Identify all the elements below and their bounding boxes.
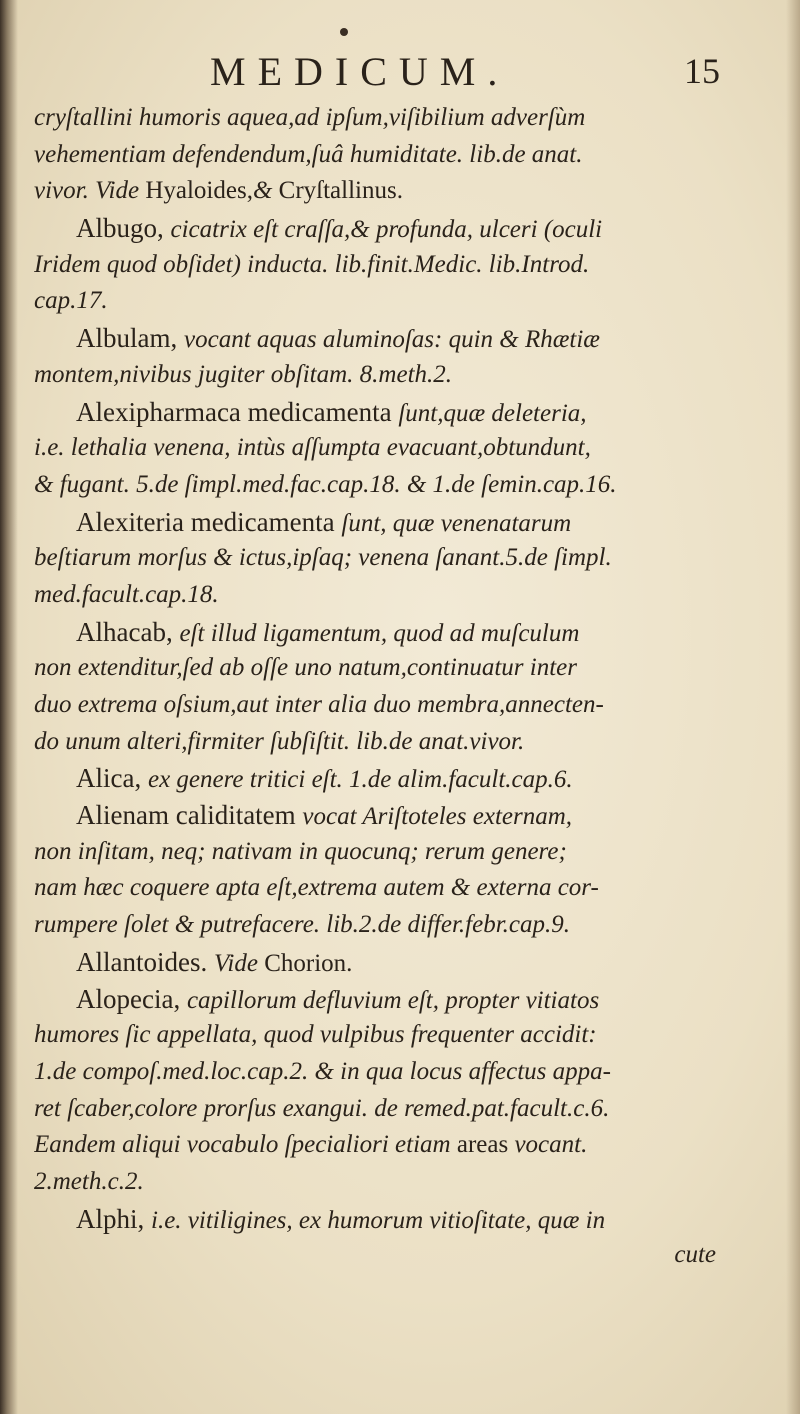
page-number: 15 xyxy=(684,51,720,91)
text-run: cute xyxy=(674,1241,716,1269)
text-line xyxy=(34,1164,716,1201)
text-line xyxy=(34,944,716,981)
text-run: & fugant. 5.de ſimpl.med.fac.cap.18. & 1.de ſemin.cap.16. xyxy=(34,470,617,498)
text-line xyxy=(34,687,716,724)
text-run: i.e. vitiligines, ex humorum vitioſitate, quæ in xyxy=(151,1206,606,1234)
text-line xyxy=(34,760,716,797)
text-line xyxy=(34,1201,716,1238)
text-run: i.e. lethalia venena, intùs aſſumpta evacuant,obtundunt, xyxy=(34,434,591,462)
text-run: Chorion. xyxy=(264,949,353,977)
text-line xyxy=(34,870,716,907)
text-body xyxy=(34,100,716,1274)
text-run: vocant aquas aluminoſas: quin & Rhætiæ xyxy=(184,326,600,354)
text-line xyxy=(34,247,716,284)
text-line xyxy=(34,1127,716,1164)
book-spine-shadow xyxy=(0,0,18,1414)
text-run: cap.17. xyxy=(34,287,108,315)
entry-lemma: Alphi, xyxy=(76,1203,152,1234)
text-run: vocat Ariſtoteles externam, xyxy=(302,803,573,831)
text-run: Vide xyxy=(95,177,146,205)
text-run: Eandem aliqui vocabulo ſpecialiori etiam xyxy=(34,1131,457,1159)
ink-spot xyxy=(340,28,348,36)
text-run: Vide xyxy=(213,949,265,977)
text-line xyxy=(34,430,716,467)
text-run: cryſtallini humoris aquea,ad ipſum,viſibilium adverſùm xyxy=(34,104,586,131)
text-line xyxy=(34,650,716,687)
entry-lemma: Alexiteria medicamenta xyxy=(76,506,342,537)
text-run: vehementiam defendendum,ſuâ humiditate. lib.de anat. xyxy=(34,140,583,168)
text-line xyxy=(34,467,716,504)
text-run: cicatrix eſt craſſa,& profunda, ulceri (oculi xyxy=(170,216,603,244)
text-run: 1.de compoſ.med.loc.cap.2. & in qua locus affectus appa- xyxy=(34,1057,611,1085)
text-line xyxy=(34,614,716,651)
text-run: ſunt,quæ deleteria, xyxy=(398,399,587,427)
text-run: vivor. xyxy=(34,177,96,205)
running-title: MEDICUM. xyxy=(210,49,510,94)
text-line xyxy=(34,283,716,320)
text-run: montem,nivibus jugiter obſitam. 8.meth.2. xyxy=(34,360,453,388)
text-run: 2.meth.c.2. xyxy=(34,1167,144,1195)
text-run: rumpere ſolet & putrefacere. lib.2.de differ.febr.cap.9. xyxy=(34,911,571,939)
text-line xyxy=(34,724,716,761)
text-run: capillorum defluvium eſt, propter vitiatos xyxy=(186,986,600,1014)
text-line xyxy=(34,394,716,431)
text-line xyxy=(34,137,716,174)
text-run: beſtiarum morſus & ictus,ipſaq; venena ſanant.5.de ſimpl. xyxy=(34,544,612,572)
text-run: eſt illud ligamentum, quod ad muſculum xyxy=(179,619,580,647)
text-run: Hyaloides, xyxy=(145,177,253,205)
text-run: duo extrema oſsium,aut inter alia duo membra,annecten- xyxy=(34,691,604,718)
text-line xyxy=(34,1017,716,1054)
entry-lemma: Allantoides. xyxy=(76,946,214,977)
text-line xyxy=(34,210,716,247)
text-run: Iridem quod obſidet) inducta. lib.finit.Medic. lib.Introd. xyxy=(34,250,590,278)
text-line xyxy=(34,1237,716,1274)
text-run: non extenditur,ſed ab oſſe uno natum,continuatur inter xyxy=(34,654,577,682)
text-run: do unum alteri,firmiter ſubſiſtit. lib.de anat.vivor. xyxy=(34,727,525,755)
text-run: nam hæc coquere apta eſt,extrema autem & externa cor- xyxy=(34,874,599,902)
text-line xyxy=(34,173,716,210)
entry-lemma: Alexipharmaca medicamenta xyxy=(76,396,399,427)
text-run: & xyxy=(252,177,279,205)
text-line xyxy=(34,981,716,1018)
page-edge-shadow xyxy=(786,0,800,1414)
entry-lemma: Alienam caliditatem xyxy=(76,800,303,831)
text-line xyxy=(34,834,716,871)
text-run: ret ſcaber,colore prorſus exangui. de remed.pat.facult.c.6. xyxy=(34,1094,610,1122)
text-run: Cryſtallinus. xyxy=(278,177,403,205)
text-run: ſunt, quæ venenatarum xyxy=(341,509,572,537)
text-run: med.facult.cap.18. xyxy=(34,580,219,608)
text-line xyxy=(34,540,716,577)
entry-lemma: Alhacab, xyxy=(76,616,180,647)
text-line xyxy=(34,320,716,357)
text-run: non inſitam, neq; nativam in quocunq; rerum genere; xyxy=(34,837,567,865)
text-run: ex genere tritici eſt. 1.de alim.facult.cap.6. xyxy=(147,766,573,794)
text-line xyxy=(34,797,716,834)
text-line xyxy=(34,357,716,394)
entry-lemma: Alica, xyxy=(76,763,148,794)
text-run: humores ſic appellata, quod vulpibus frequenter accidit: xyxy=(34,1021,597,1049)
entry-lemma: Albugo, xyxy=(76,213,171,244)
text-line xyxy=(34,504,716,541)
text-line xyxy=(34,100,716,137)
text-line xyxy=(34,907,716,944)
entry-lemma: Alopecia, xyxy=(76,983,187,1014)
text-line xyxy=(34,1054,716,1091)
text-run: areas xyxy=(456,1131,515,1159)
entry-lemma: Albulam, xyxy=(76,323,184,354)
text-run: vocant. xyxy=(514,1131,588,1159)
text-line xyxy=(34,1091,716,1128)
page-header xyxy=(60,48,720,98)
text-line xyxy=(34,577,716,614)
